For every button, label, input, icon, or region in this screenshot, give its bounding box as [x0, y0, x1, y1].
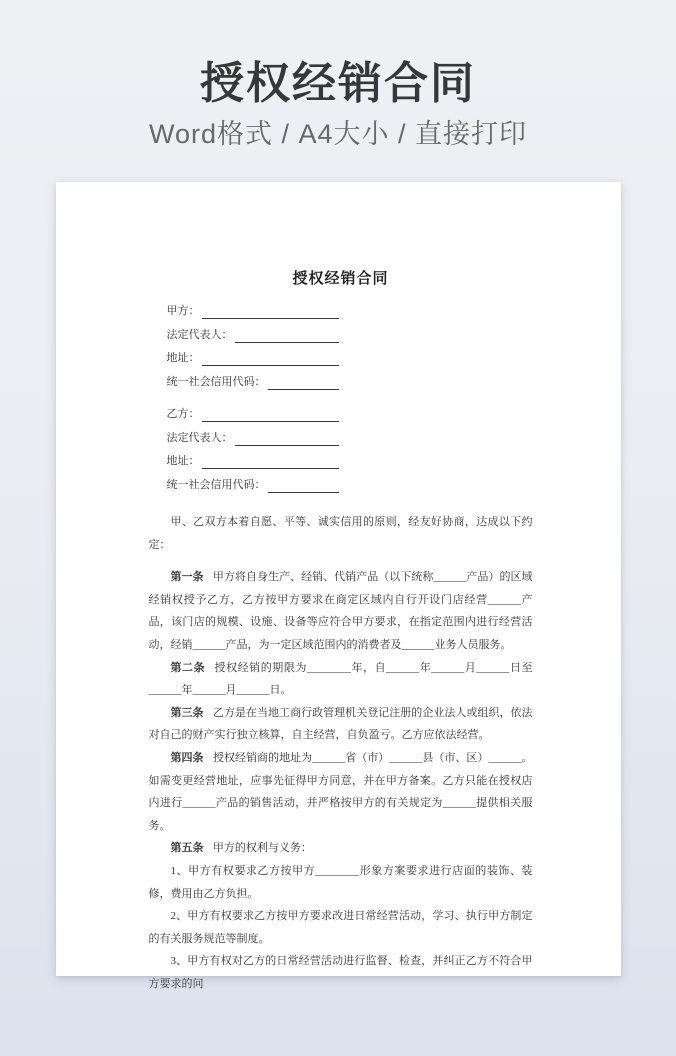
clause-paragraph: [149, 657, 533, 702]
party-row: [167, 374, 339, 398]
party-label: 统一社会信用代码：: [166, 478, 266, 491]
clause-paragraph: [149, 905, 533, 950]
blank-underline: [268, 374, 339, 390]
blank-underline: [202, 350, 339, 366]
clause-paragraph: [149, 837, 533, 860]
clause-text: 授权经销商的地址为______省（市）______县（市、区）______。如需变更经营地址，应事先征得甲方同意，并在甲方备案。乙方只能在授权店内进行______产品的销售活动，并严格按甲方的有关规定为______提供相关服务。: [148, 751, 533, 832]
document-title: 授权经销合同: [292, 271, 389, 287]
blank-underline: [268, 477, 339, 493]
party-label: 统一社会信用代码：: [166, 375, 266, 388]
blank-underline: [202, 406, 339, 422]
party-row: [167, 406, 339, 430]
party-label: 法定代表人：: [166, 328, 233, 341]
party-label: 地址：: [166, 352, 200, 364]
blank-underline: [202, 453, 339, 469]
blank-underline: [202, 303, 339, 319]
hero-subtitle: Word格式 / A4大小 / 直接打印: [148, 119, 528, 149]
clause-label: 第四条: [170, 751, 204, 764]
blank-underline: [235, 327, 339, 343]
clause-label: 第一条: [170, 571, 204, 584]
party-label: 法定代表人：: [166, 431, 233, 444]
party-row: [167, 453, 339, 477]
clause-paragraph: [149, 566, 533, 656]
party-label: 甲方：: [166, 305, 200, 317]
clause-label: 第五条: [170, 842, 204, 855]
party-b-block: [167, 406, 533, 500]
clause-paragraph: [149, 747, 533, 837]
party-label: 乙方：: [166, 408, 200, 420]
party-row: [167, 477, 339, 501]
clause-text: 甲方将自身生产、经销、代销产品（以下统称______产品）的区域经销权授予乙方，乙方按甲方要求在商定区域内自行开设门店经营______产品，该门店的规模、设施、设备等应符合甲方要求，在指定范围内进行经营活动，经销______产品，为一定区域范围内的消费者及______业务人员服务。: [148, 571, 533, 651]
clause-label: 第三条: [170, 706, 204, 719]
clause-paragraph: [149, 950, 533, 995]
clause-text: 甲方的权利与义务：: [212, 842, 312, 855]
party-a-block: [167, 303, 533, 397]
a4-document-preview: [56, 182, 621, 990]
clause-text: 2、甲方有权要求乙方按甲方要求改进日常经营活动，学习、执行甲方制定的有关服务规范等制度。: [148, 910, 533, 945]
party-row: [167, 303, 339, 327]
party-row: [167, 430, 339, 454]
clause-text: 1、甲方有权要求乙方按甲方________形象方案要求进行店面的装饰、装修，费用由乙方负担。: [148, 864, 533, 900]
clause-text: 3、甲方有权对乙方的日常经营活动进行监督、检查，并纠正乙方不符合甲方要求的问: [148, 955, 533, 990]
clause-paragraph: [149, 702, 533, 747]
hero-banner: [0, 0, 676, 150]
contract-body: [149, 511, 533, 995]
clause-text: 乙方是在当地工商行政管理机关登记注册的企业法人或组织，依法对自己的财产实行独立核算，自主经营，自负盈亏。乙方应依法经营。: [148, 706, 533, 742]
hero-title: 授权经销合同: [200, 59, 476, 108]
party-row: [167, 350, 339, 374]
blank-underline: [235, 430, 339, 446]
clause-label: 第二条: [170, 661, 206, 674]
clause-text: 授权经销的期限为________年，自______年______月______日至______年______月______日。: [148, 661, 533, 697]
party-label: 地址：: [166, 455, 200, 467]
intro-paragraph: 甲、乙双方本着自愿、平等、诚实信用的原则，经友好协商，达成以下约定：: [148, 516, 533, 551]
clause-paragraph: [149, 860, 533, 905]
party-row: [167, 327, 339, 351]
